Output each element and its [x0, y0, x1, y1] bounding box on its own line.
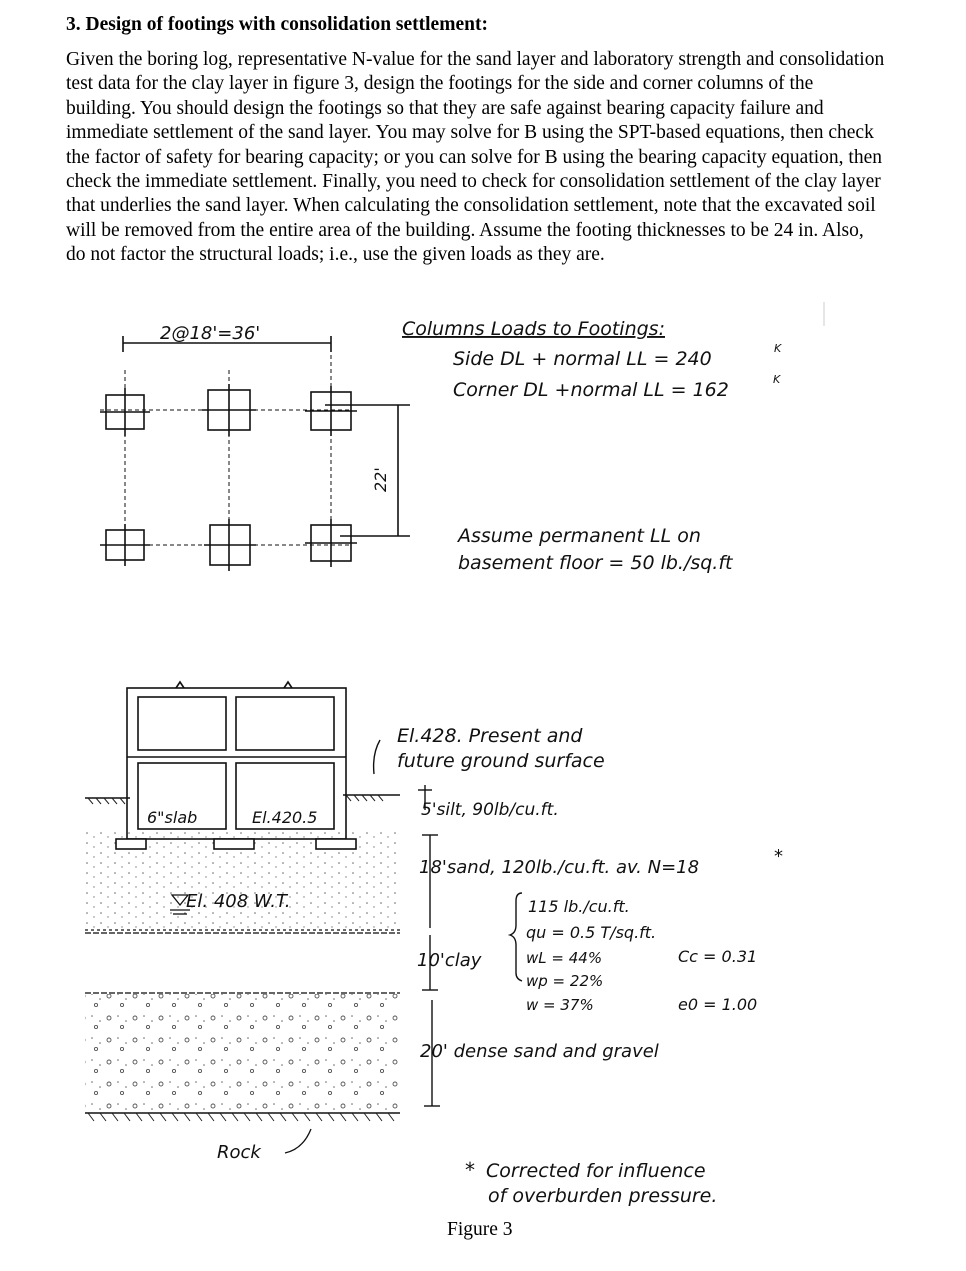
rock-leader — [285, 1129, 311, 1153]
clay-compression-index: Cc = 0.31 — [678, 947, 758, 966]
floor-elevation: El.420.5 — [252, 808, 318, 827]
rock-hatching — [88, 1113, 394, 1121]
water-table-label: El. 408 W.T. — [186, 891, 291, 912]
sand-footnote-mark: * — [774, 846, 783, 867]
problem-statement: Given the boring log, representative N-value for the sand layer and laboratory strength and consolidation test data for the clay layer in figure 3, design the footings for the side and corner columns of the building. You should design the footings so that they are safe against bearing capacity failure and immediate settlement of the sand layer. You may solve for B using the SPT-based equations, then check the factor of safety for bearing capacity; or you can solve for B using the bearing capacity equation, then check the immediate settlement. Finally, you need to check for consolidation settlement of the clay layer that underlies the sand layer. When calculating the consolidation settlement, note that the excavated soil will be removed from the entire area of the building. Assume the footing thicknesses to be 24 in. Also, do not factor the structural loads; i.e., use the given loads as they are. — [66, 49, 885, 266]
depth-dimension-label: 22' — [371, 467, 390, 492]
side-load-unit: K — [774, 342, 782, 355]
clay-unit-weight: 115 lb./cu.ft. — [528, 897, 630, 916]
clay-layer-label: 10'clay — [417, 950, 482, 971]
silt-layer-label: 5'silt, 90lb/cu.ft. — [421, 800, 559, 820]
rock-label: Rock — [217, 1142, 261, 1163]
span-dimension-label: 2@18'=36' — [160, 323, 261, 344]
clay-plastic-limit: wp = 22% — [526, 972, 604, 990]
footnote-line2: of overburden pressure. — [488, 1185, 718, 1207]
basement-load-line1: Assume permanent LL on — [458, 525, 701, 547]
slab-label: 6"slab — [147, 808, 198, 827]
clay-qu: qu = 0.5 T/sq.ft. — [526, 923, 657, 942]
clay-water-content: w = 37% — [526, 996, 594, 1014]
loads-title: Columns Loads to Footings: — [402, 318, 665, 340]
footnote-mark: * — [465, 1158, 475, 1182]
figure-caption: Figure 3 — [447, 1219, 513, 1240]
basement-load-line2: basement floor = 50 lb./sq.ft — [458, 552, 733, 574]
gravel-layer-label: 20' dense sand and gravel — [420, 1041, 659, 1062]
surface-elevation: El.428. Present and — [397, 725, 583, 747]
corner-load-unit: K — [773, 373, 781, 386]
sand-layer-label: 18'sand, 120lb./cu.ft. av. N=18 — [419, 857, 700, 878]
clay-liquid-limit: wL = 44% — [526, 949, 603, 967]
column-plan — [100, 336, 410, 571]
problem-heading: 3. Design of footings with consolidation settlement: — [66, 14, 488, 35]
surface-label: future ground surface — [397, 750, 605, 772]
side-load: Side DL + normal LL = 240 — [453, 348, 712, 370]
clay-void-ratio: e0 = 1.00 — [678, 995, 758, 1014]
gravel-layer — [85, 994, 400, 1112]
corner-load: Corner DL +normal LL = 162 — [453, 379, 729, 401]
footnote-line1: Corrected for influence — [486, 1160, 706, 1182]
